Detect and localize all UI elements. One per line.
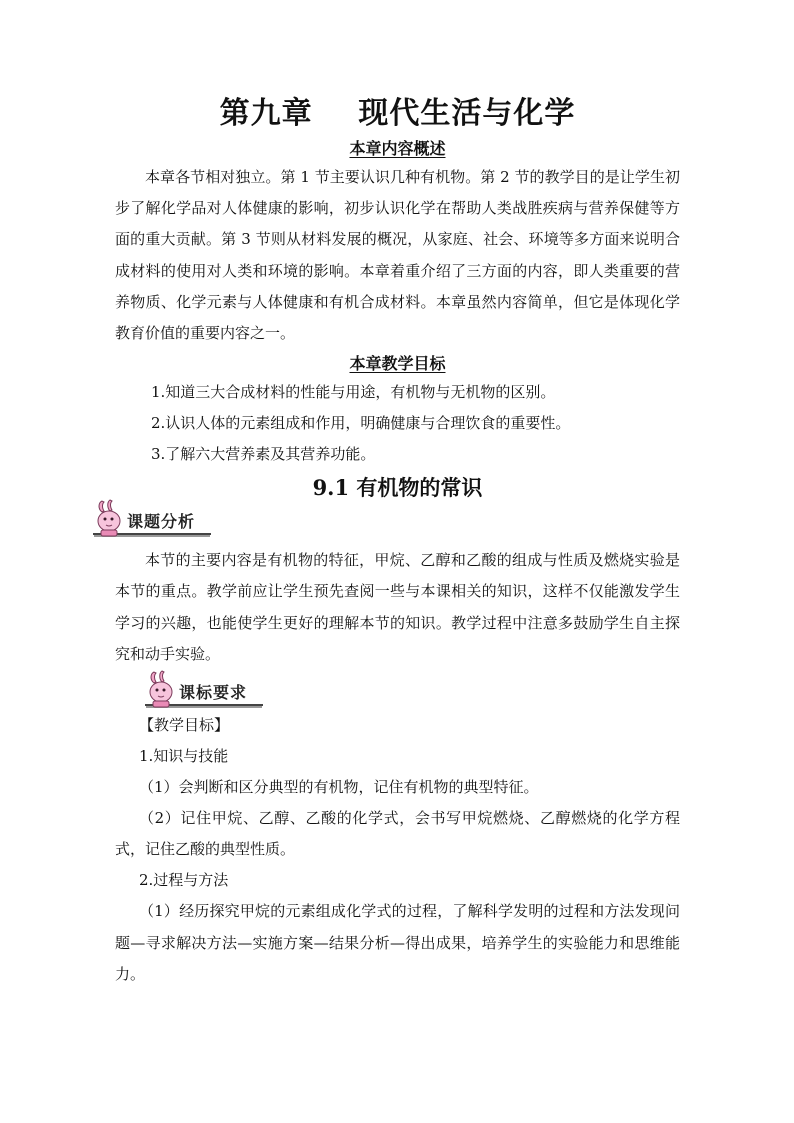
chapter-title: 第九章 现代生活与化学	[219, 96, 576, 131]
objective-item: 3.了解六大营养素及其营养功能。	[151, 445, 376, 464]
standards-tag-label: 课标要求	[179, 683, 248, 703]
standards-tag	[115, 674, 680, 710]
analysis-tag	[115, 503, 680, 539]
overview-heading: 本章内容概述	[349, 139, 446, 158]
lesson-title: 9.1 有机物的常识	[312, 475, 483, 501]
tag-badge	[145, 678, 263, 706]
process-label: 2.过程与方法	[139, 871, 229, 890]
goals-label: 【教学目标】	[139, 716, 230, 735]
knowledge-item: （2）记住甲烷、乙醇、乙酸的化学式，会书写甲烷燃烧、乙醇燃烧的化学方程式，记住乙酸的典型性质。	[115, 809, 680, 859]
overview-paragraph: 本章各节相对独立。第 1 节主要认识几种有机物。第 2 节的教学目的是让学生初步了解化学品对人体健康的影响，初步认识化学在帮助人类战胜疾病与营养保健等方面的重大贡献。第 3 节则从材料发展的概况，从家庭、社会、环境等多方面来说明合成材料的使用对人类和环境的影响。本章着重介绍了三方面的内容，即人类重要的营养物质、化学元素与人体健康和有机合成材料。本章虽然内容简单，但它是体现化学教育价值的重要内容之一。	[115, 168, 680, 343]
process-item: （1）经历探究甲烷的元素组成化学式的过程，了解科学发明的过程和方法发现问题—寻求解决方法—实施方案—结果分析—得出成果，培养学生的实验能力和思维能力。	[115, 902, 680, 983]
knowledge-item: （1）会判断和区分典型的有机物，记住有机物的典型特征。	[139, 778, 539, 797]
analysis-tag-label: 课题分析	[127, 512, 196, 532]
objectives-heading: 本章教学目标	[349, 354, 446, 374]
page-content	[115, 96, 680, 990]
bunny-icon	[93, 499, 127, 537]
objective-item: 1.知道三大合成材料的性能与用途，有机物与无机物的区别。	[151, 383, 556, 402]
analysis-paragraph: 本节的主要内容是有机物的特征，甲烷、乙醇和乙酸的组成与性质及燃烧实验是本节的重点。教学前应让学生预先查阅一些与本课相关的知识，这样不仅能激发学生学习的兴趣，也能使学生更好的理解本节的知识。教学过程中注意多鼓励学生自主探究和动手实验。	[115, 551, 680, 663]
bunny-icon	[145, 670, 179, 708]
knowledge-label: 1.知识与技能	[139, 747, 229, 766]
objective-item: 2.认识人体的元素组成和作用，明确健康与合理饮食的重要性。	[151, 414, 571, 433]
tag-badge	[93, 507, 211, 535]
